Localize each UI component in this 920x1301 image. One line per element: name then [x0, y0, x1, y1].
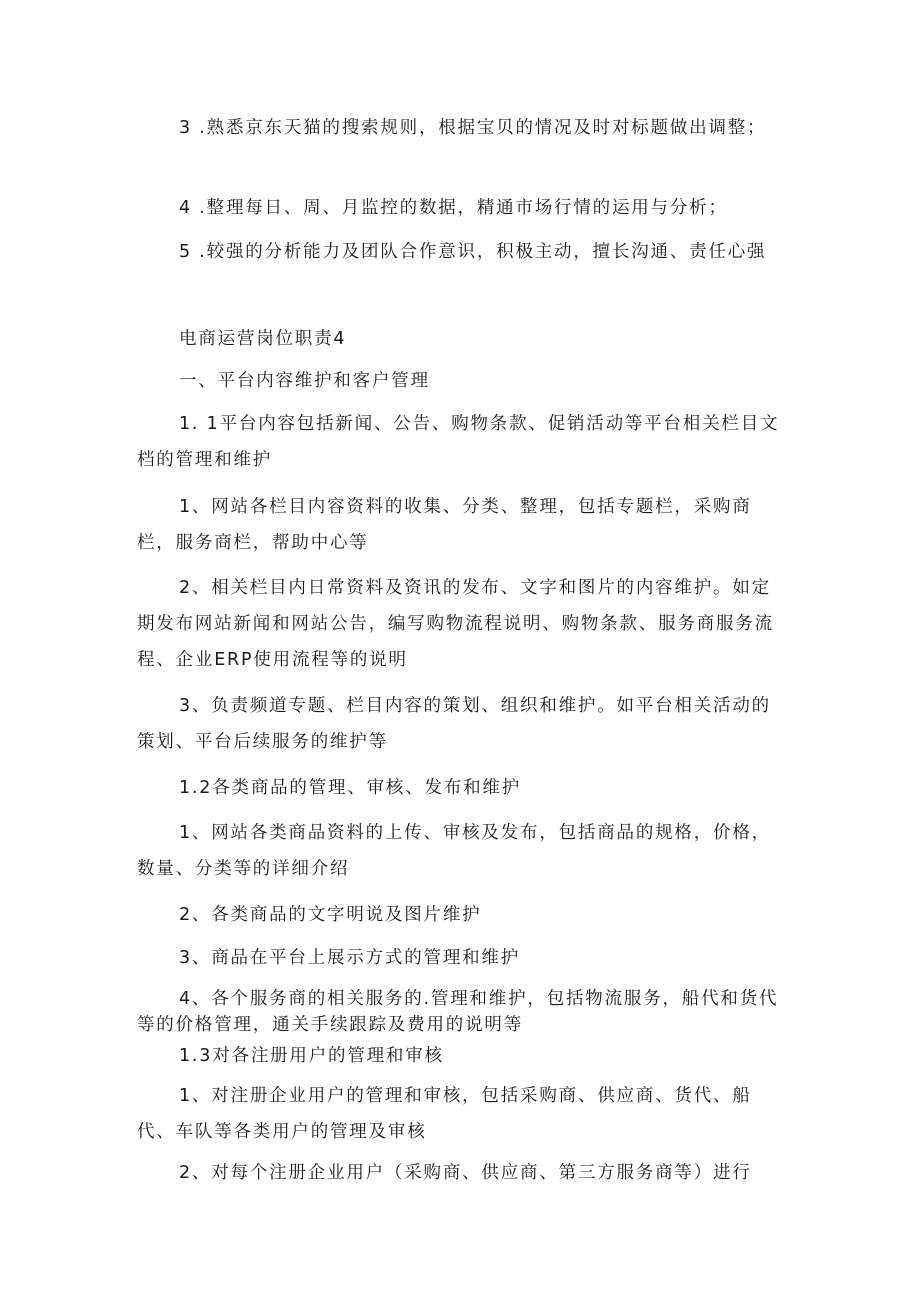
paragraph-1-2-item-4: 4、各个服务商的相关服务的.管理和维护，包括物流服务，船代和货代等的价格管理，通关手续跟踪及费用的说明等: [137, 989, 779, 1035]
paragraph-1-2-item-3: 3、商品在平台上展示方式的管理和维护: [179, 948, 521, 968]
paragraph-search-rules: 3 .熟悉京东天猫的搜索规则，根据宝贝的情况及时对标题做出调整；: [179, 118, 767, 138]
paragraph-1-1-item-2: 2、相关栏目内日常资料及资讯的发布、文字和图片的内容维护。如定期发布网站新闻和网站公告，编写购物流程说明、购物条款、服务商服务流程、企业ERP使用流程等的说明: [137, 578, 774, 670]
paragraph-data-monitoring: 4 .整理每日、周、月监控的数据，精通市场行情的运用与分析；: [179, 198, 728, 218]
heading-platform-content: 一、平台内容维护和客户管理: [179, 371, 430, 391]
paragraph-1-3-item-2: 2、对每个注册企业用户（采购商、供应商、第三方服务商等）进行: [179, 1163, 752, 1183]
heading-1-3: 1.3对各注册用户的管理和审核: [179, 1046, 444, 1066]
heading-1-2: 1.2各类商品的管理、审核、发布和维护: [179, 778, 522, 798]
paragraph-1-3-item-1: 1、对注册企业用户的管理和审核，包括采购商、供应商、货代、船代、车队等各类用户的管理及审核: [137, 1086, 752, 1142]
paragraph-1-2-item-2: 2、各类商品的文字明说及图片维护: [179, 905, 482, 925]
paragraph-1-2-item-1: 1、网站各类商品资料的上传、审核及发布，包括商品的规格，价格，数量、分类等的详细介绍: [137, 823, 771, 879]
paragraph-1-1-item-1: 1、网站各栏目内容资料的收集、分类、整理，包括专题栏，采购商栏，服务商栏，帮助中心等: [137, 497, 752, 553]
paragraph-1-1: 1. 1平台内容包括新闻、公告、购物条款、促销活动等平台相关栏目文档的管理和维护: [137, 414, 780, 470]
paragraph-analysis-ability: 5 .较强的分析能力及团队合作意识，积极主动，擅长沟通、责任心强: [179, 242, 767, 262]
paragraph-1-1-item-3: 3、负责频道专题、栏目内容的策划、组织和维护。如平台相关活动的策划、平台后续服务的维护等: [137, 696, 771, 752]
section-title-duties-4: 电商运营岗位职责4: [179, 329, 347, 349]
